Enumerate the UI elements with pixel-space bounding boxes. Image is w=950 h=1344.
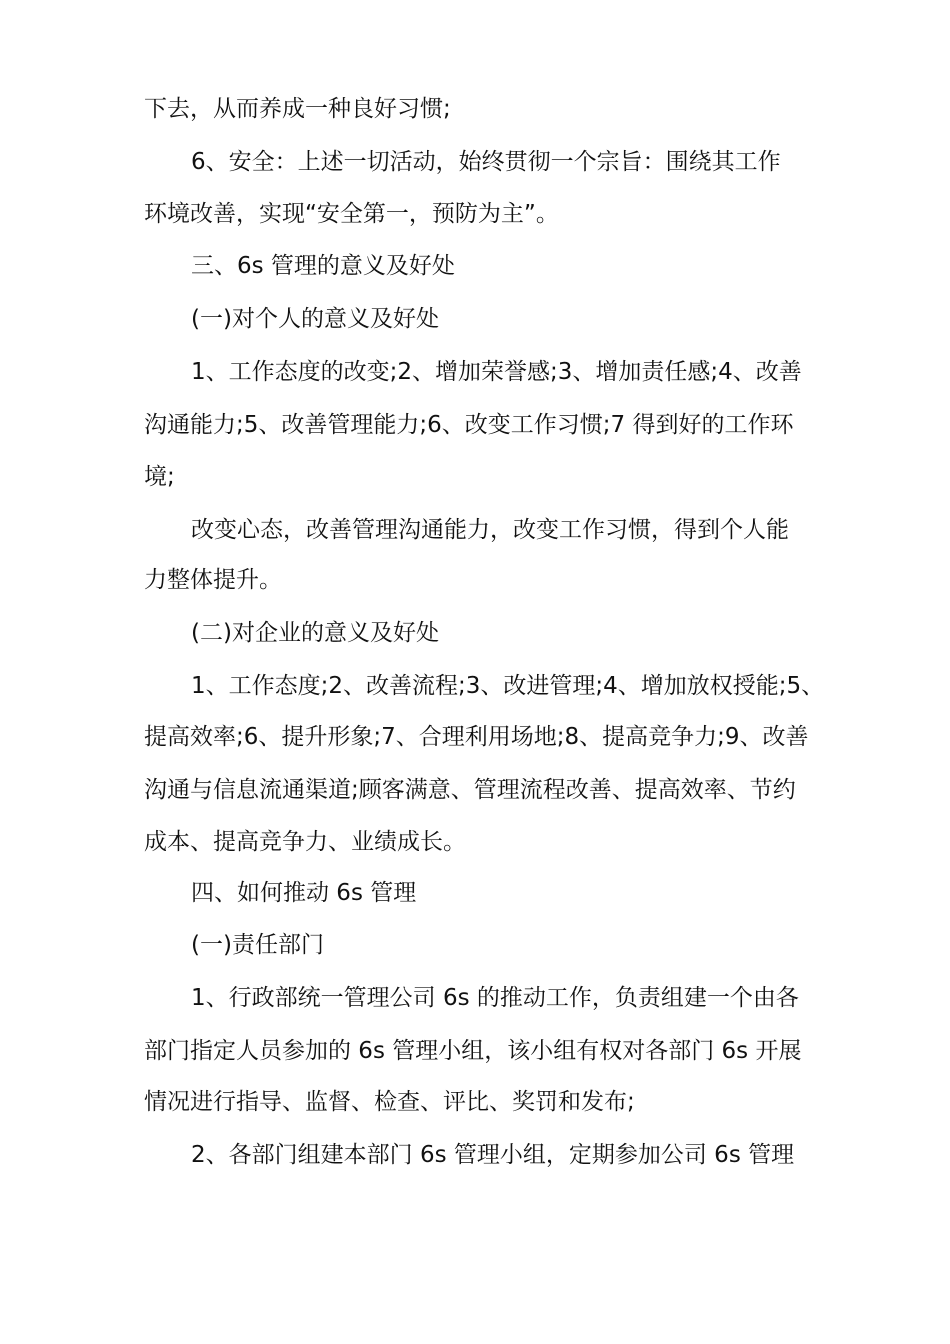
text-line: 力整体提升。 [144,567,282,593]
text-line: 2、各部门组建本部门 6s 管理小组，定期参加公司 6s 管理 [191,1142,795,1168]
section-heading: 四、如何推动 6s 管理 [191,880,417,906]
text-line: 1、工作态度的改变;2、增加荣誉感;3、增加责任感;4、改善 [191,359,802,385]
text-line: 沟通能力;5、改善管理能力;6、改变工作习惯;7 得到好的工作环 [144,412,794,438]
text-line: 情况进行指导、监督、检查、评比、奖罚和发布; [144,1089,635,1115]
text-line: 下去，从而养成一种良好习惯; [144,96,451,122]
subsection-heading: (一)责任部门 [191,932,324,958]
subsection-heading: (一)对个人的意义及好处 [191,306,439,332]
text-line: 沟通与信息流通渠道;顾客满意、管理流程改善、提高效率、节约 [144,777,796,803]
text-line: 环境改善，实现“安全第一，预防为主”。 [144,201,559,227]
text-line: 境; [144,464,175,490]
text-line: 成本、提高竞争力、业绩成长。 [144,829,466,855]
text-line: 提高效率;6、提升形象;7、合理利用场地;8、提高竞争力;9、改善 [144,724,809,750]
section-heading: 三、6s 管理的意义及好处 [191,253,455,279]
subsection-heading: (二)对企业的意义及好处 [191,620,439,646]
text-line: 部门指定人员参加的 6s 管理小组，该小组有权对各部门 6s 开展 [144,1038,802,1064]
text-line: 改变心态，改善管理沟通能力，改变工作习惯，得到个人能 [191,517,789,543]
text-line: 1、工作态度;2、改善流程;3、改进管理;4、增加放权授能;5、 [191,673,825,699]
text-line: 6、安全：上述一切活动，始终贯彻一个宗旨：围绕其工作 [191,149,781,175]
text-line: 1、行政部统一管理公司 6s 的推动工作，负责组建一个由各 [191,985,799,1011]
